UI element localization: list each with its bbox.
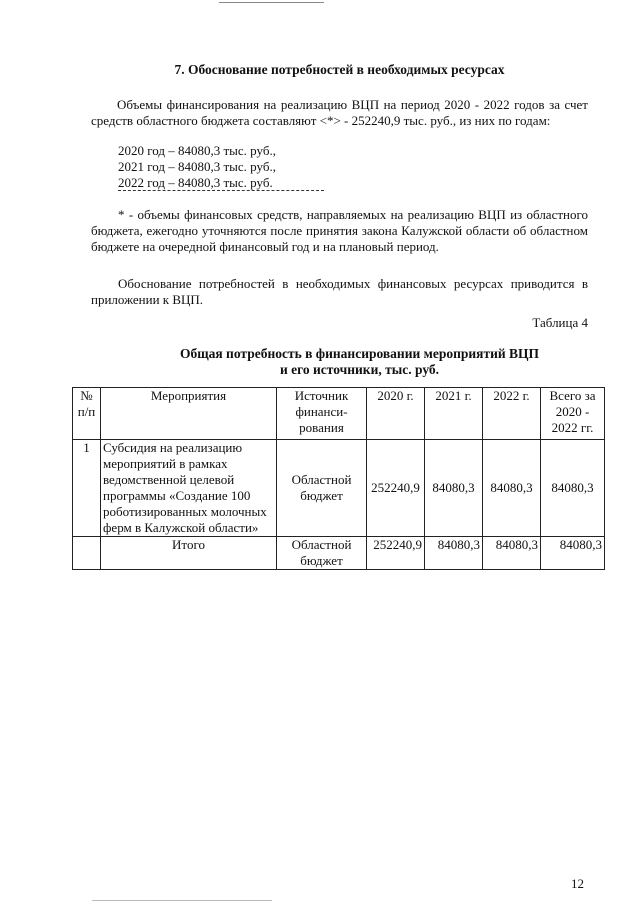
year-line-2021: 2021 год – 84080,3 тыс. руб., xyxy=(118,159,276,174)
financing-table xyxy=(72,387,605,570)
header-source: Источник финанси-рования xyxy=(277,388,367,440)
row-num: 1 xyxy=(73,440,101,537)
row-2022: 84080,3 xyxy=(483,440,541,537)
table-label: Таблица 4 xyxy=(532,315,588,330)
header-2022: 2022 г. xyxy=(483,388,541,440)
row-source: Областной бюджет xyxy=(277,440,367,537)
total-source: Областной бюджет xyxy=(277,537,367,570)
row-event: Субсидия на реализацию мероприятий в рамках ведомственной целевой программы «Создание 100 роботизированных молочных ферм в Калужской области» xyxy=(101,440,277,537)
footnote-text: * - объемы финансовых средств, направляемых на реализацию ВЦП из областного бюджета, ежегодно уточняются после принятия закона Калужской области об областном бюджете на очередной финансовый год и на плановый период. xyxy=(91,207,588,254)
year-line-2022: 2022 год – 84080,3 тыс. руб. xyxy=(118,175,273,190)
total-label: Итого xyxy=(101,537,277,570)
row-2020: 252240,9 xyxy=(367,440,425,537)
table-title-line-1: Общая потребность в финансировании мероприятий ВЦП xyxy=(179,346,540,361)
funding-paragraph: Объемы финансирования на реализацию ВЦП на период 2020 - 2022 годов за счет средств областного бюджета составляют <*> - 252240,9 тыс. руб., из них по годам: xyxy=(91,97,588,128)
justification-paragraph: Обоснование потребностей в необходимых финансовых ресурсах приводится в приложении к ВЦП. xyxy=(91,276,588,307)
row-total: 84080,3 xyxy=(541,440,605,537)
header-2021: 2021 г. xyxy=(425,388,483,440)
top-edge-line xyxy=(219,2,324,3)
header-event: Мероприятия xyxy=(101,388,277,440)
row-2021: 84080,3 xyxy=(425,440,483,537)
bottom-edge-line xyxy=(92,900,272,901)
header-2020: 2020 г. xyxy=(367,388,425,440)
total-num-empty xyxy=(73,537,101,570)
header-total: Всего за 2020 - 2022 гг. xyxy=(541,388,605,440)
table-title xyxy=(131,346,588,378)
total-row xyxy=(73,537,605,570)
total-2020: 252240,9 xyxy=(367,537,425,570)
table-title-line-2: и его источники, тыс. руб. xyxy=(279,362,440,377)
page-number: 12 xyxy=(571,876,584,891)
table-header-row xyxy=(73,388,605,440)
section-heading: 7. Обоснование потребностей в необходимых ресурсах xyxy=(174,62,505,77)
total-2021: 84080,3 xyxy=(425,537,483,570)
total-2022: 84080,3 xyxy=(483,537,541,570)
table-row xyxy=(73,440,605,537)
total-total: 84080,3 xyxy=(541,537,605,570)
header-num: № п/п xyxy=(73,388,101,440)
footnote-separator xyxy=(118,190,324,191)
year-line-2020: 2020 год – 84080,3 тыс. руб., xyxy=(118,143,276,158)
